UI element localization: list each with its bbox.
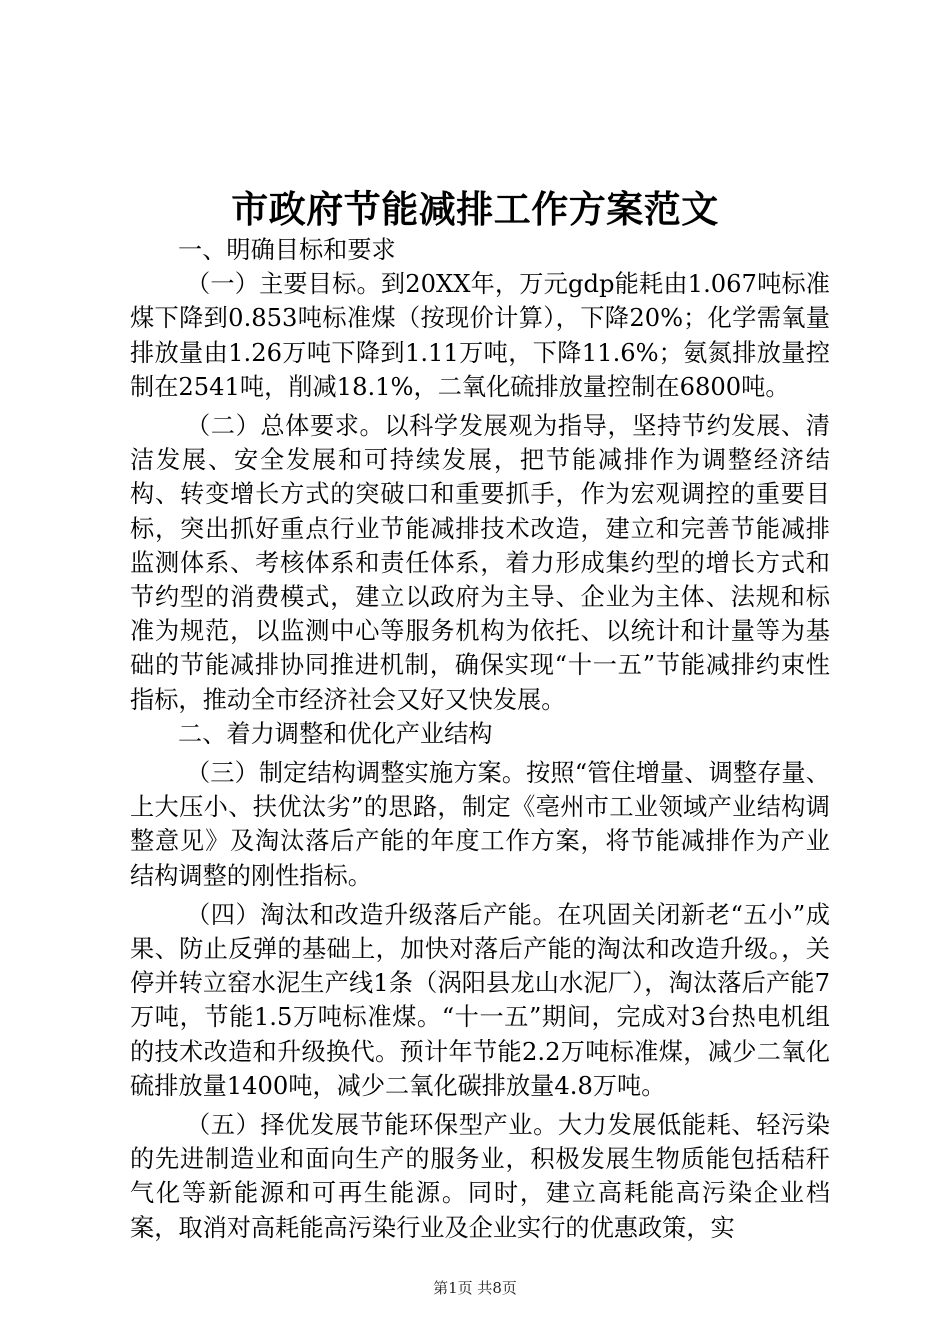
document-body: [130, 233, 830, 1245]
document-title: 市政府节能减排工作方案范文: [231, 187, 719, 231]
paragraph: （二）总体要求。以科学发展观为指导，坚持节约发展、清洁发展、安全发展和可持续发展，把节能减排作为调整经济结构、转变增长方式的突破口和重要抓手，作为宏观调控的重要目标，突出抓好重点行业节能减排技术改造，建立和完善节能减排监测体系、考核体系和责任体系，着力形成集约型的增长方式和节约型的消费模式，建立以政府为主导、企业为主体、法规和标准为规范，以监测中心等服务机构为依托、以统计和计量等为基础的节能减排协同推进机制，确保实现“十一五”节能减排约束性指标，推动全市经济社会又好又快发展。: [130, 412, 830, 714]
paragraph: （三）制定结构调整实施方案。按照“管住增量、调整存量、上大压小、扶优汰劣”的思路，制定《亳州市工业领域产业结构调整意见》及淘汰落后产能的年度工作方案，将节能减排作为产业结构调整的刚性指标。: [130, 759, 830, 890]
page-number-footer: 第1页 共8页: [433, 1279, 517, 1297]
paragraph: （五）择优发展节能环保型产业。大力发展低能耗、轻污染的先进制造业和面向生产的服务业，积极发展生物质能包括秸秆气化等新能源和可再生能源。同时，建立高耗能高污染企业档案，取消对高耗能高污染行业及企业实行的优惠政策，实: [130, 1111, 830, 1242]
section-heading: 一、明确目标和要求: [178, 236, 396, 264]
section-heading: 二、着力调整和优化产业结构: [178, 719, 493, 748]
paragraph: （四）淘汰和改造升级落后产能。在巩固关闭新老“五小”成果、防止反弹的基础上，加快对落后产能的淘汰和改造升级。，关停并转立窑水泥生产线1条（涡阳县龙山水泥厂），淘汰落后产能7万吨，节能1.5万吨标准煤。“十一五”期间，完成对3台热电机组的技术改造和升级换代。预计年节能2.2万吨标准煤，减少二氧化硫排放量1400吨，减少二氧化碳排放量4.8万吨。: [130, 900, 830, 1100]
paragraph: （一）主要目标。到20XX年，万元gdp能耗由1.067吨标准煤下降到0.853吨标准煤（按现价计算），下降20%；化学需氧量排放量由1.26万吨下降到1.11万吨，下降11.6%；氨氮排放量控制在2541吨，削减18.1%，二氧化硫排放量控制在6800吨。: [130, 270, 830, 401]
